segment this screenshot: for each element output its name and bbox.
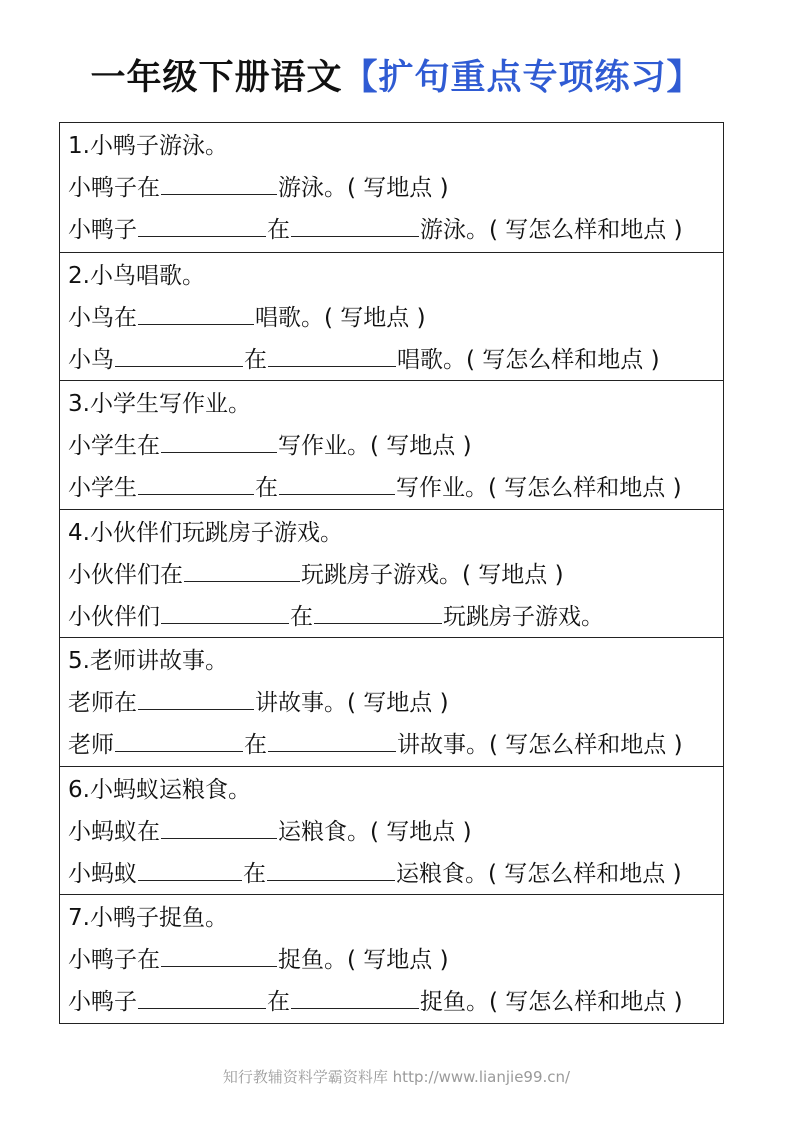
expand-location-line	[68, 297, 723, 339]
sentence-end: 写作业。( 写怎么样和地点 )	[396, 475, 682, 501]
expand-location-line	[68, 554, 723, 596]
sentence-end: 玩跳房子游戏。( 写地点 )	[301, 561, 564, 588]
sentence-middle: 在	[243, 860, 266, 887]
footer-source: 知行教辅资料学霸资料库 http://www.lianjie99.cn/	[222, 1068, 571, 1086]
sentence-start: 老师	[68, 732, 114, 758]
expand-manner-location-line	[68, 596, 723, 638]
sentence-middle: 在	[244, 732, 267, 758]
exercise-table	[59, 122, 724, 1024]
answer-blank[interactable]	[161, 605, 289, 624]
expand-location-line	[68, 167, 723, 209]
sentence-end: 捉鱼。( 写怎么样和地点 )	[420, 989, 683, 1015]
exercise-heading: 3.小学生写作业。	[68, 391, 251, 417]
answer-blank[interactable]	[115, 348, 243, 367]
sentence-end: 唱歌。( 写怎么样和地点 )	[397, 346, 660, 373]
answer-blank[interactable]	[291, 218, 419, 237]
sentence-end: 玩跳房子游戏。	[443, 603, 604, 630]
answer-blank[interactable]	[138, 476, 254, 495]
answer-blank[interactable]	[138, 306, 254, 325]
answer-blank[interactable]	[115, 733, 243, 752]
sentence-start: 小伙伴们在	[68, 561, 183, 588]
sentence-start: 小学生在	[68, 433, 160, 459]
exercise-heading: 1.小鸭子游泳。	[68, 133, 228, 159]
sentence-end: 讲故事。( 写怎么样和地点 )	[397, 732, 683, 758]
sentence-start: 老师在	[68, 690, 137, 716]
answer-blank[interactable]	[138, 862, 242, 881]
sentence-end: 写作业。( 写地点 )	[278, 433, 472, 459]
exercise-2	[60, 252, 723, 381]
exercise-heading: 7.小鸭子捉鱼。	[68, 905, 228, 931]
expand-location-line	[68, 425, 723, 467]
sentence-end: 游泳。( 写怎么样和地点 )	[420, 217, 683, 243]
answer-blank[interactable]	[161, 434, 277, 453]
sentence-end: 讲故事。( 写地点 )	[255, 690, 449, 716]
sentence-middle: 在	[290, 603, 313, 630]
exercise-heading: 4.小伙伴们玩跳房子游戏。	[68, 519, 343, 546]
answer-blank[interactable]	[184, 563, 300, 582]
exercise-heading: 6.小蚂蚁运粮食。	[68, 776, 251, 803]
sentence-middle: 在	[267, 217, 290, 243]
expand-manner-location-line	[68, 339, 723, 381]
exercise-3	[60, 380, 723, 509]
expand-location-line	[68, 939, 723, 981]
sentence-start: 小蚂蚁在	[68, 818, 160, 845]
expand-location-line	[68, 682, 723, 724]
answer-blank[interactable]	[314, 605, 442, 624]
answer-blank[interactable]	[138, 218, 266, 237]
answer-blank[interactable]	[268, 733, 396, 752]
sentence-start: 小蚂蚁	[68, 860, 137, 887]
sentence-middle: 在	[267, 989, 290, 1015]
exercise-5	[60, 637, 723, 766]
sentence-end: 唱歌。( 写地点 )	[255, 304, 426, 331]
sentence-middle: 在	[255, 475, 278, 501]
answer-blank[interactable]	[138, 691, 254, 710]
sentence-end: 捉鱼。( 写地点 )	[278, 947, 449, 973]
title-accent: 【扩句重点专项练习】	[342, 58, 703, 98]
title-main: 一年级下册语文	[90, 58, 343, 98]
sentence-start: 小鸟	[68, 346, 114, 373]
sentence-end: 运粮食。( 写怎么样和地点 )	[396, 860, 682, 887]
sentence-start: 小鸟在	[68, 304, 137, 331]
answer-blank[interactable]	[268, 348, 396, 367]
sentence-end: 运粮食。( 写地点 )	[278, 818, 472, 845]
sentence-middle: 在	[244, 346, 267, 373]
exercise-heading: 2.小鸟唱歌。	[68, 262, 205, 289]
answer-blank[interactable]	[161, 948, 277, 967]
exercise-heading: 5.老师讲故事。	[68, 648, 228, 674]
expand-manner-location-line	[68, 467, 723, 509]
answer-blank[interactable]	[291, 990, 419, 1009]
expand-manner-location-line	[68, 209, 723, 251]
answer-blank[interactable]	[161, 820, 277, 839]
answer-blank[interactable]	[279, 476, 395, 495]
expand-location-line	[68, 811, 723, 853]
sentence-start: 小学生	[68, 475, 137, 501]
sentence-end: 游泳。( 写地点 )	[278, 175, 449, 201]
exercise-1	[60, 123, 723, 252]
answer-blank[interactable]	[161, 176, 277, 195]
exercise-4	[60, 509, 723, 638]
sentence-start: 小鸭子在	[68, 947, 160, 973]
sentence-start: 小伙伴们	[68, 603, 160, 630]
exercise-7	[60, 894, 723, 1023]
page-title	[0, 50, 793, 106]
exercise-6	[60, 766, 723, 895]
sentence-start: 小鸭子	[68, 217, 137, 243]
sentence-start: 小鸭子在	[68, 175, 160, 201]
answer-blank[interactable]	[267, 862, 395, 881]
answer-blank[interactable]	[138, 990, 266, 1009]
expand-manner-location-line	[68, 853, 723, 895]
expand-manner-location-line	[68, 981, 723, 1023]
expand-manner-location-line	[68, 724, 723, 766]
sentence-start: 小鸭子	[68, 989, 137, 1015]
